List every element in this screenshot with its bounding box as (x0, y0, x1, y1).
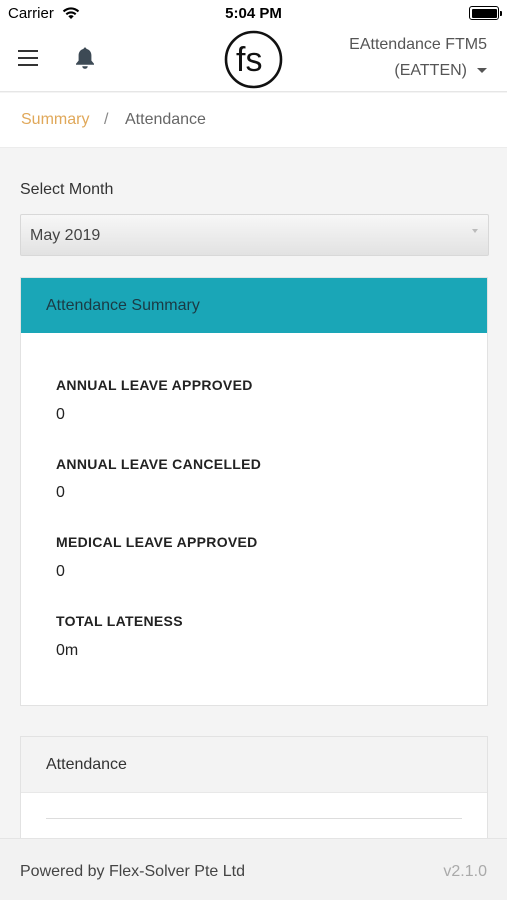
annual-leave-approved-label: ANNUAL LEAVE APPROVED (56, 377, 253, 393)
total-lateness-label: TOTAL LATENESS (56, 613, 183, 629)
total-lateness-value: 0m (56, 642, 79, 659)
caret-down-icon (477, 68, 487, 73)
hamburger-menu-icon[interactable] (18, 50, 38, 66)
breadcrumb-summary-link[interactable]: Summary (21, 111, 90, 128)
attendance-card-title: Attendance (46, 756, 127, 773)
carrier-label: Carrier (8, 5, 54, 22)
medical-leave-approved-value: 0 (56, 563, 65, 580)
wifi-icon (62, 6, 80, 20)
annual-leave-cancelled-value: 0 (56, 484, 65, 501)
powered-by-text: Powered by Flex-Solver Pte Ltd (20, 863, 245, 880)
status-bar (0, 0, 507, 26)
attendance-card (20, 736, 488, 846)
attendance-summary-header (21, 278, 487, 333)
annual-leave-approved-value: 0 (56, 406, 65, 423)
flex-solver-logo (224, 30, 283, 89)
attendance-summary-card (20, 277, 488, 706)
month-select[interactable] (20, 214, 489, 256)
user-name[interactable]: EAttendance FTM5 (349, 36, 487, 53)
app-header (0, 26, 507, 92)
user-menu-dropdown[interactable] (394, 62, 487, 80)
breadcrumb-separator: / (104, 111, 109, 128)
select-month-label: Select Month (20, 181, 114, 198)
month-select-value: May 2019 (30, 227, 101, 244)
svg-text:fs: fs (236, 41, 263, 79)
status-time: 5:04 PM (225, 5, 282, 22)
user-code-label: (EATTEN) (394, 62, 467, 79)
annual-leave-cancelled-label: ANNUAL LEAVE CANCELLED (56, 456, 262, 472)
bell-icon[interactable] (74, 46, 96, 70)
version-label: v2.1.0 (443, 863, 487, 880)
attendance-divider (46, 818, 462, 819)
breadcrumb (0, 93, 507, 148)
footer (0, 838, 507, 900)
medical-leave-approved-label: MEDICAL LEAVE APPROVED (56, 534, 258, 550)
select-arrow-icon (472, 229, 478, 233)
battery-icon (469, 6, 499, 20)
attendance-summary-title: Attendance Summary (46, 297, 200, 314)
attendance-card-header (21, 737, 487, 793)
breadcrumb-current: Attendance (125, 111, 206, 128)
